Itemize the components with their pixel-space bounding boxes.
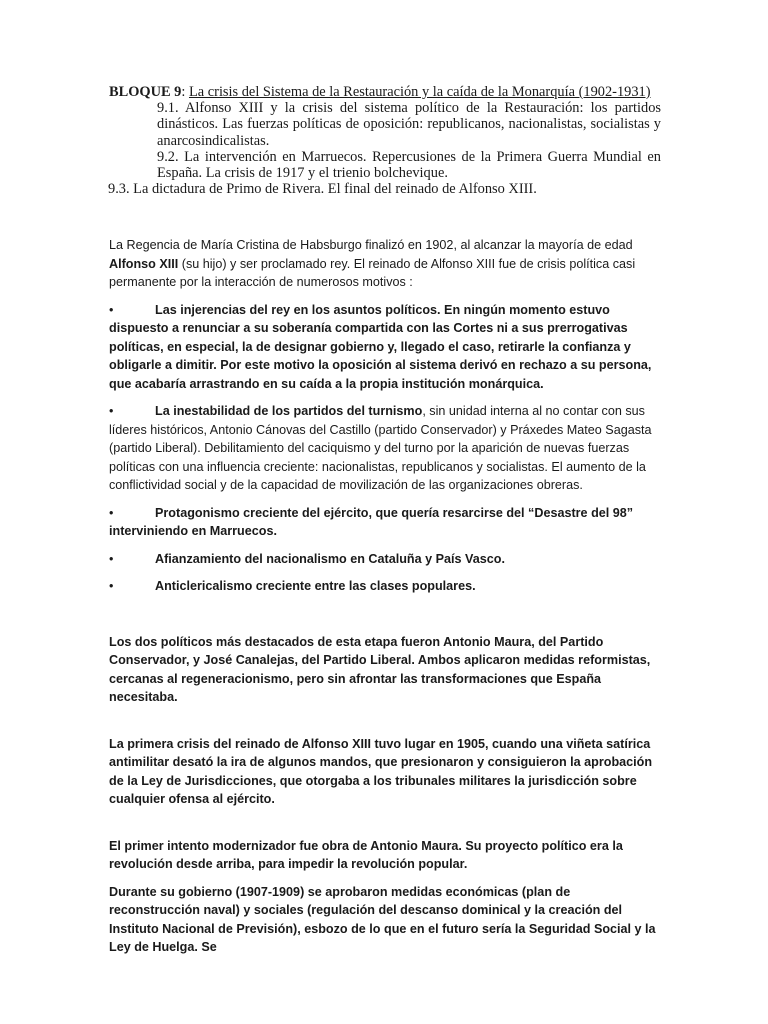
politicos-text-3: , del Partido Liberal. Ambos aplicaron medidas reformistas, cercanas al regeneracionismo, pero sin afrontar las transformaciones que España necesitaba.: [109, 653, 651, 704]
crisis-1905-paragraph: La primera crisis del reinado de Alfonso XIII tuvo lugar en 1905, cuando una viñeta satírica antimilitar desató la ira de algunos mandos, que presionaron y consiguieron la aprobación de la Ley de Jurisdicciones, que otorgaba a los tribunales militares la jurisdicción sobre cualquier ofensa al ejército.: [109, 736, 653, 806]
bullet-symbol: •: [109, 551, 114, 566]
bullet-text-ejercito: Protagonismo creciente del ejército, que quería resarcirse del “Desastre del 98” interviniendo en Marruecos.: [109, 505, 634, 538]
politicos-maura: Antonio Maura: [443, 634, 532, 649]
bloque-colon: :: [181, 84, 189, 100]
bullet-text-injerencias: Las injerencias del rey en los asuntos políticos. En ningún momento estuvo dispuesto a renunciar a su soberanía compartida con las Cortes ni a sus prerrogativas políticas, en especial, la de designar gobierno y, llegado el caso, retirarle la confianza y obligarle a dimitir. Por este motivo la oposición al sistema derivó en rechazo a su persona, que acabaría arrastrando en su caída a la propia institución monárquica.: [109, 302, 652, 391]
document-body: [109, 236, 661, 957]
politicos-text-1: Los dos políticos más destacados de esta etapa fueron: [109, 634, 444, 649]
bullet-symbol: •: [109, 579, 114, 593]
bloque-header: [109, 84, 661, 197]
bullet-symbol: •: [109, 505, 114, 520]
gobierno-paragraph: Durante su gobierno (1907-1909) se aprobaron medidas económicas (plan de reconstrucción naval) y sociales (regulación del descanso dominical y la creación del Instituto Nacional de Previsión), esbozo de lo que en el futuro sería la Seguridad Social y la Ley de Huelga. Se: [109, 884, 656, 954]
bloque-label: BLOQUE 9: [109, 84, 182, 100]
politicos-text-2: , del Partido Conservador, y: [109, 634, 604, 667]
maura-intento-paragraph: El primer intento modernizador fue obra de Antonio Maura. Su proyecto político era la revolución desde arriba, para impedir la revolución popular.: [109, 838, 623, 871]
spacer: [109, 605, 661, 633]
politicos-paragraph: [109, 633, 661, 707]
intro-paragraph: [109, 236, 661, 292]
bullet-bold-inestabilidad: La inestabilidad de los partidos del turnismo: [155, 404, 423, 418]
intro-text-2: (su hijo) y ser proclamado rey. El reinado de Alfonso XIII fue de crisis política casi permanente por la interacción de numerosos motivos :: [109, 256, 636, 289]
bullet-text-anticlericalismo: Anticlericalismo creciente entre las clases populares.: [155, 579, 476, 593]
subtopic-9-1: 9.1. Alfonso XIII y la crisis del sistema político de la Restauración: los partidos dinásticos. Las fuerzas políticas de oposición: republicanos, nacionalistas, socialistas y anarcosindicalistas.: [157, 100, 661, 149]
politicos-canalejas: José Canalejas: [203, 653, 295, 667]
intro-text-1: La Regencia de María Cristina de Habsburgo finalizó en 1902, al alcanzar la mayoría de edad: [109, 238, 633, 252]
bloque-title: La crisis del Sistema de la Restauración y la caída de la Monarquía (1902-1931): [188, 84, 651, 100]
subtopic-9-3: 9.3. La dictadura de Primo de Rivera. El final del reinado de Alfonso XIII.: [108, 181, 537, 198]
bullet-symbol: •: [109, 404, 114, 418]
bullet-symbol: •: [109, 302, 114, 317]
bloque-title-line: [109, 84, 661, 100]
bullet-item-anticlericalismo: [109, 577, 661, 596]
bullet-text-inestabilidad: , sin unidad interna al no contar con sus líderes históricos, Antonio Cánovas del Castillo (partido Conservador) y Práxedes Mateo Sagasta (partido Liberal). Debilitamiento del caciquismo y del turno por la aparición de nuevas fuerzas políticas con una influencia creciente: nacionalistas, republicanos y socialistas. El aumento de la conflictividad social y de la capacidad de movilización de las organizaciones obreras.: [109, 404, 652, 492]
intro-alfonso: Alfonso XIII: [109, 256, 179, 271]
bullet-text-nacionalismo: Afianzamiento del nacionalismo en Cataluña y País Vasco.: [155, 551, 505, 566]
bullet-item-injerencias: [109, 301, 661, 394]
bullet-item-inestabilidad: [109, 402, 661, 495]
bullet-item-nacionalismo: [109, 550, 661, 569]
bullet-item-ejercito: [109, 504, 661, 541]
subtopic-9-2: 9.2. La intervención en Marruecos. Repercusiones de la Primera Guerra Mundial en España. La crisis de 1917 y el trienio bolchevique.: [157, 148, 661, 182]
